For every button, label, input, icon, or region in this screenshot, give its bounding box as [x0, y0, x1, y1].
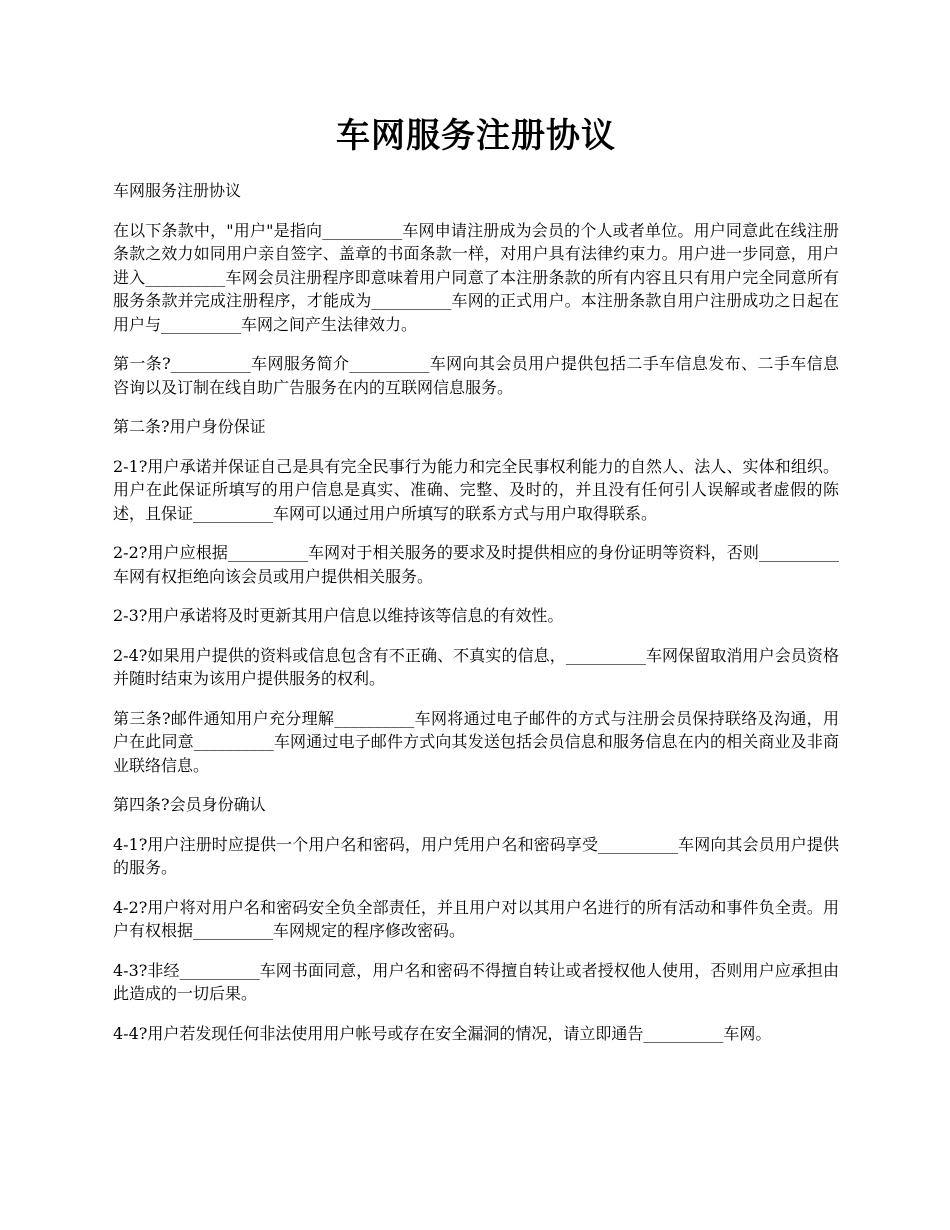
article-2-heading: 第二条?用户身份保证	[113, 417, 266, 436]
article-4-heading: 第四条?会员身份确认	[113, 795, 266, 814]
clause-2-3: 2-3?用户承诺将及时更新其用户信息以维持该等信息的有效性。	[113, 606, 564, 625]
clause-2-2: 2-2?用户应根据__________车网对于相关服务的要求及时提供相应的身份证明等资料，否则__________车网有权拒绝向该会员或用户提供相关服务。	[113, 543, 839, 586]
subtitle-paragraph: 车网服务注册协议	[113, 181, 242, 200]
article-1-paragraph: 第一条?__________车网服务简介__________车网向其会员用户提供包括二手车信息发布、二手车信息咨询以及订制在线自助广告服务在内的互联网信息服务。	[113, 354, 839, 397]
clause-4-2: 4-2?用户将对用户名和密码安全负全部责任，并且用户对以其用户名进行的所有活动和事件负全责。用户有权根据__________车网规定的程序修改密码。	[113, 897, 839, 940]
document-title: 车网服务注册协议	[336, 116, 616, 156]
article-3-paragraph: 第三条?邮件通知用户充分理解__________车网将通过电子邮件的方式与注册会员保持联络及沟通，用户在此同意__________车网通过电子邮件方式向其发送包括会员信息和服务信息在内的相关商业及非商业联络信息。	[113, 708, 839, 775]
clause-4-4: 4-4?用户若发现任何非法使用用户帐号或存在安全漏洞的情况，请立即通告__________车网。	[113, 1023, 772, 1043]
clause-4-1: 4-1?用户注册时应提供一个用户名和密码，用户凭用户名和密码享受__________车网向其会员用户提供的服务。	[113, 834, 839, 877]
clause-2-1: 2-1?用户承诺并保证自己是具有完全民事行为能力和完全民事权利能力的自然人、法人、实体和组织。用户在此保证所填写的用户信息是真实、准确、完整、及时的，并且没有任何引人误解或者虚假的陈述，且保证__________车网可以通过用户所填写的联系方式与用户取得联系。	[113, 456, 839, 523]
intro-paragraph: 在以下条款中，"用户"是指向__________车网申请注册成为会员的个人或者单位。用户同意此在线注册条款之效力如同用户亲自签字、盖章的书面条款一样，对用户具有法律约束力。用户进一步同意，用户进入__________车网会员注册程序即意味着用户同意了本注册条款的所有内容且只有用户完全同意所有服务条款并完成注册程序，才能成为__________车网的正式用户。本注册条款自用户注册成功之日起在用户与__________车网之间产生法律效力。	[113, 220, 839, 334]
clause-4-3: 4-3?非经__________车网书面同意，用户名和密码不得擅自转让或者授权他人使用，否则用户应承担由此造成的一切后果。	[113, 960, 839, 1003]
document-page	[113, 112, 839, 1061]
clause-2-4: 2-4?如果用户提供的资料或信息包含有不正确、不真实的信息，__________车网保留取消用户会员资格并随时结束为该用户提供服务的权利。	[113, 645, 839, 688]
